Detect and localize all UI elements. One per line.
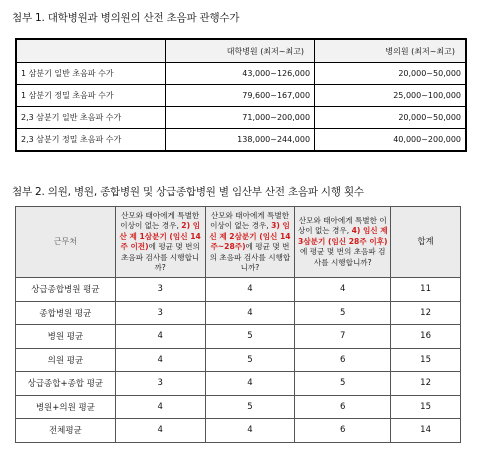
count-total-value: 15 (391, 348, 461, 372)
fee-university-value: 79,600~167,000 (165, 85, 314, 107)
table-row (16, 278, 461, 302)
count-row-location: 상급종합+종합 평균 (16, 372, 116, 396)
table-row (16, 348, 461, 372)
count-q1-value: 3 (115, 278, 205, 302)
fee-clinic-value: 25,000~100,000 (315, 85, 466, 107)
count-table-header-q2: 산모와 태아에게 특별한 이상이 없는 경우, 3) 임신 제 2삼분기 (임신 14주~28주)에 평균 몇 번의 초음파 검사를 시행합니까? (205, 207, 295, 278)
fee-row-label: 1 삼분기 일반 초음파 수가 (16, 63, 165, 85)
count-total-value: 11 (391, 278, 461, 302)
fee-row-label: 1 삼분기 정밀 초음파 수가 (16, 85, 165, 107)
table-row (16, 419, 461, 443)
table-row (16, 129, 466, 152)
count-q3-value: 6 (295, 395, 391, 419)
fee-university-value: 71,000~200,000 (165, 107, 314, 129)
count-row-location: 의원 평균 (16, 348, 116, 372)
count-row-location: 병원+의원 평균 (16, 395, 116, 419)
fee-row-label: 2,3 삼분기 일반 초음파 수가 (16, 107, 165, 129)
count-q2-value: 5 (205, 325, 295, 349)
fee-university-value: 138,000~244,000 (165, 129, 314, 152)
fee-university-value: 43,000~126,000 (165, 63, 314, 85)
table-row (16, 107, 466, 129)
count-table-header-location: 근무처 (16, 207, 116, 278)
count-q3-value: 5 (295, 301, 391, 325)
fee-table-header-blank (16, 39, 165, 63)
count-total-value: 12 (391, 301, 461, 325)
count-total-value: 15 (391, 395, 461, 419)
count-q3-value: 5 (295, 372, 391, 396)
table-row (16, 63, 466, 85)
count-q3-value: 6 (295, 419, 391, 443)
count-table-header-total: 합계 (391, 207, 461, 278)
count-total-value: 16 (391, 325, 461, 349)
table2-title: 첨부 2. 의원, 병원, 종합병원 및 상급종합병원 별 임산부 산전 초음파 시행 횟수 (12, 186, 364, 198)
count-table-header-q1: 산모와 태아에게 특별한 이상이 없는 경우, 2) 임산 제 1삼분기 (임신 14주 이전)에 평균 몇 번의 초음파 검사를 시행합니까? (115, 207, 205, 278)
count-total-value: 14 (391, 419, 461, 443)
table-row (16, 85, 466, 107)
fee-table-header-university: 대학병원 (최저~최고) (165, 39, 314, 63)
fee-table (15, 38, 467, 152)
count-q1-value: 3 (115, 372, 205, 396)
table-row (16, 325, 461, 349)
fee-table-header-row (16, 39, 466, 63)
count-row-location: 종합병원 평균 (16, 301, 116, 325)
count-q3-value: 7 (295, 325, 391, 349)
table-row (16, 301, 461, 325)
count-q2-value: 4 (205, 278, 295, 302)
count-q1-value: 4 (115, 325, 205, 349)
table1-title: 첨부 1. 대학병원과 병의원의 산전 초음파 관행수가 (12, 12, 240, 24)
count-q1-value: 3 (115, 301, 205, 325)
count-table-header-q3: 산모와 태아에게 특별한 이상이 없는 경우, 4) 임신 제 3삼분기 (임신 28주 이후)에 평균 몇 번의 초음파 검사를 시행합니까? (295, 207, 391, 278)
count-table-header-row (16, 207, 461, 278)
count-total-value: 12 (391, 372, 461, 396)
fee-clinic-value: 40,000~200,000 (315, 129, 466, 152)
count-row-location: 병원 평균 (16, 325, 116, 349)
count-q3-value: 4 (295, 278, 391, 302)
table-row (16, 395, 461, 419)
count-q1-value: 4 (115, 395, 205, 419)
count-q2-value: 4 (205, 372, 295, 396)
count-q2-value: 4 (205, 419, 295, 443)
fee-row-label: 2,3 삼분기 정밀 초음파 수가 (16, 129, 165, 152)
count-row-location: 상급종합병원 평균 (16, 278, 116, 302)
count-q3-value: 6 (295, 348, 391, 372)
count-q2-value: 5 (205, 348, 295, 372)
count-q1-value: 4 (115, 348, 205, 372)
fee-table-header-clinic: 병의원 (최저~최고) (315, 39, 466, 63)
count-q1-value: 4 (115, 419, 205, 443)
count-q2-value: 5 (205, 395, 295, 419)
count-q2-value: 4 (205, 301, 295, 325)
count-row-location: 전체평균 (16, 419, 116, 443)
fee-clinic-value: 20,000~50,000 (315, 63, 466, 85)
fee-clinic-value: 20,000~50,000 (315, 107, 466, 129)
ultrasound-count-table (15, 206, 461, 443)
table-row (16, 372, 461, 396)
